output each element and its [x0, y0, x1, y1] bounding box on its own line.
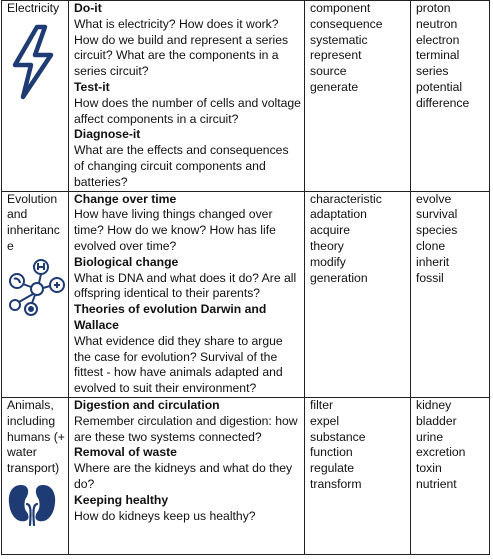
table-row-evolution — [2, 191, 490, 397]
vocab-word: component — [310, 1, 371, 15]
section-title: Removal of waste — [74, 445, 177, 460]
vocab-word: consequence — [310, 16, 383, 31]
evolution-network-icon — [7, 259, 67, 319]
table-row-animals — [2, 397, 490, 554]
vocab-word: generation — [310, 270, 368, 285]
vocab-word: function — [310, 445, 353, 460]
curriculum-page — [1, 0, 491, 557]
vocab-word: expel — [310, 413, 340, 428]
section-title: Change over time — [74, 191, 177, 206]
vocab-cell-a — [305, 191, 411, 397]
section-text: How do kidneys keep us healthy? — [74, 508, 256, 523]
vocab-word: terminal — [416, 48, 460, 63]
vocab-word: source — [310, 64, 347, 79]
lightning-bolt-icon — [7, 21, 61, 105]
section-title: Test-it — [74, 79, 110, 94]
vocab-word: regulate — [310, 461, 355, 476]
section-text: What are the effects and consequences of changing circuit components and batteries? — [74, 143, 289, 189]
vocab-word: nutrient — [416, 476, 457, 491]
vocab-word: clone — [416, 238, 446, 253]
section-text: Remember circulation and digestion: how are these two systems connected? — [74, 413, 298, 444]
section-title: Biological change — [74, 254, 179, 269]
questions-cell — [69, 397, 305, 554]
vocab-word: survival — [416, 207, 458, 222]
section-title: Theories of evolution Darwin and Wallace — [74, 302, 267, 332]
section-title: Diagnose-it — [74, 127, 141, 142]
vocab-word: electron — [416, 32, 460, 47]
section-text: What is DNA and what does it do? Are all offspring identical to their parents? — [74, 270, 297, 301]
vocab-word: bladder — [416, 413, 457, 428]
topic-cell — [2, 191, 69, 397]
vocab-word: represent — [310, 48, 362, 63]
table-row-electricity — [2, 1, 490, 192]
vocab-cell-b — [411, 191, 490, 397]
vocab-word: generate — [310, 79, 359, 94]
vocab-word: characteristic — [310, 191, 382, 206]
vocab-word: inherit — [416, 254, 450, 269]
section-title: Do-it — [74, 1, 102, 15]
topic-label: Evolution and inheritance — [7, 191, 60, 253]
section-title: Digestion and circulation — [74, 397, 220, 412]
questions-cell — [69, 1, 305, 192]
section-title: Keeping healthy — [74, 492, 169, 507]
section-text: How have living things changed over time? How do we know? How has life evolved over time? — [74, 207, 276, 253]
vocab-word: series — [416, 64, 449, 79]
vocab-word: species — [416, 223, 458, 238]
vocab-word: systematic — [310, 32, 368, 47]
vocab-cell-a — [305, 397, 411, 554]
kidneys-icon — [7, 481, 57, 527]
vocab-word: proton — [416, 1, 451, 15]
vocab-word: toxin — [416, 461, 442, 476]
section-text: What is electricity? How does it work? How do we build and represent a series circuit? What are the components in a series circuit? — [74, 16, 289, 79]
vocab-word: theory — [310, 238, 344, 253]
vocab-word: urine — [416, 429, 444, 444]
vocab-word: acquire — [310, 223, 350, 238]
vocab-word: excretion — [416, 445, 466, 460]
vocab-cell-b — [411, 397, 490, 554]
questions-cell — [69, 191, 305, 397]
vocab-word: potential difference — [416, 79, 470, 110]
topic-label: Animals, including humans (+ water transport) — [7, 397, 65, 476]
vocab-word: substance — [310, 429, 366, 444]
vocab-word: modify — [310, 254, 346, 269]
vocab-word: filter — [310, 397, 334, 412]
topic-cell — [2, 397, 69, 554]
section-text: Where are the kidneys and what do they do? — [74, 461, 293, 491]
vocab-word: fossil — [416, 270, 444, 285]
topic-label: Electricity — [7, 1, 60, 15]
vocab-cell-b — [411, 1, 490, 192]
topic-cell — [2, 1, 69, 192]
section-text: How does the number of cells and voltage affect components in a circuit? — [74, 95, 301, 126]
vocab-cell-a — [305, 1, 411, 192]
vocab-word: neutron — [416, 16, 458, 31]
vocab-word: kidney — [416, 397, 452, 412]
vocab-word: transform — [310, 476, 362, 491]
vocab-word: evolve — [416, 191, 452, 206]
curriculum-table — [1, 0, 490, 555]
vocab-word: adaptation — [310, 207, 367, 222]
section-text: What evidence did they share to argue the case for evolution? Survival of the fittest - how have animals adapted and evolved to suit their environment? — [74, 333, 283, 396]
